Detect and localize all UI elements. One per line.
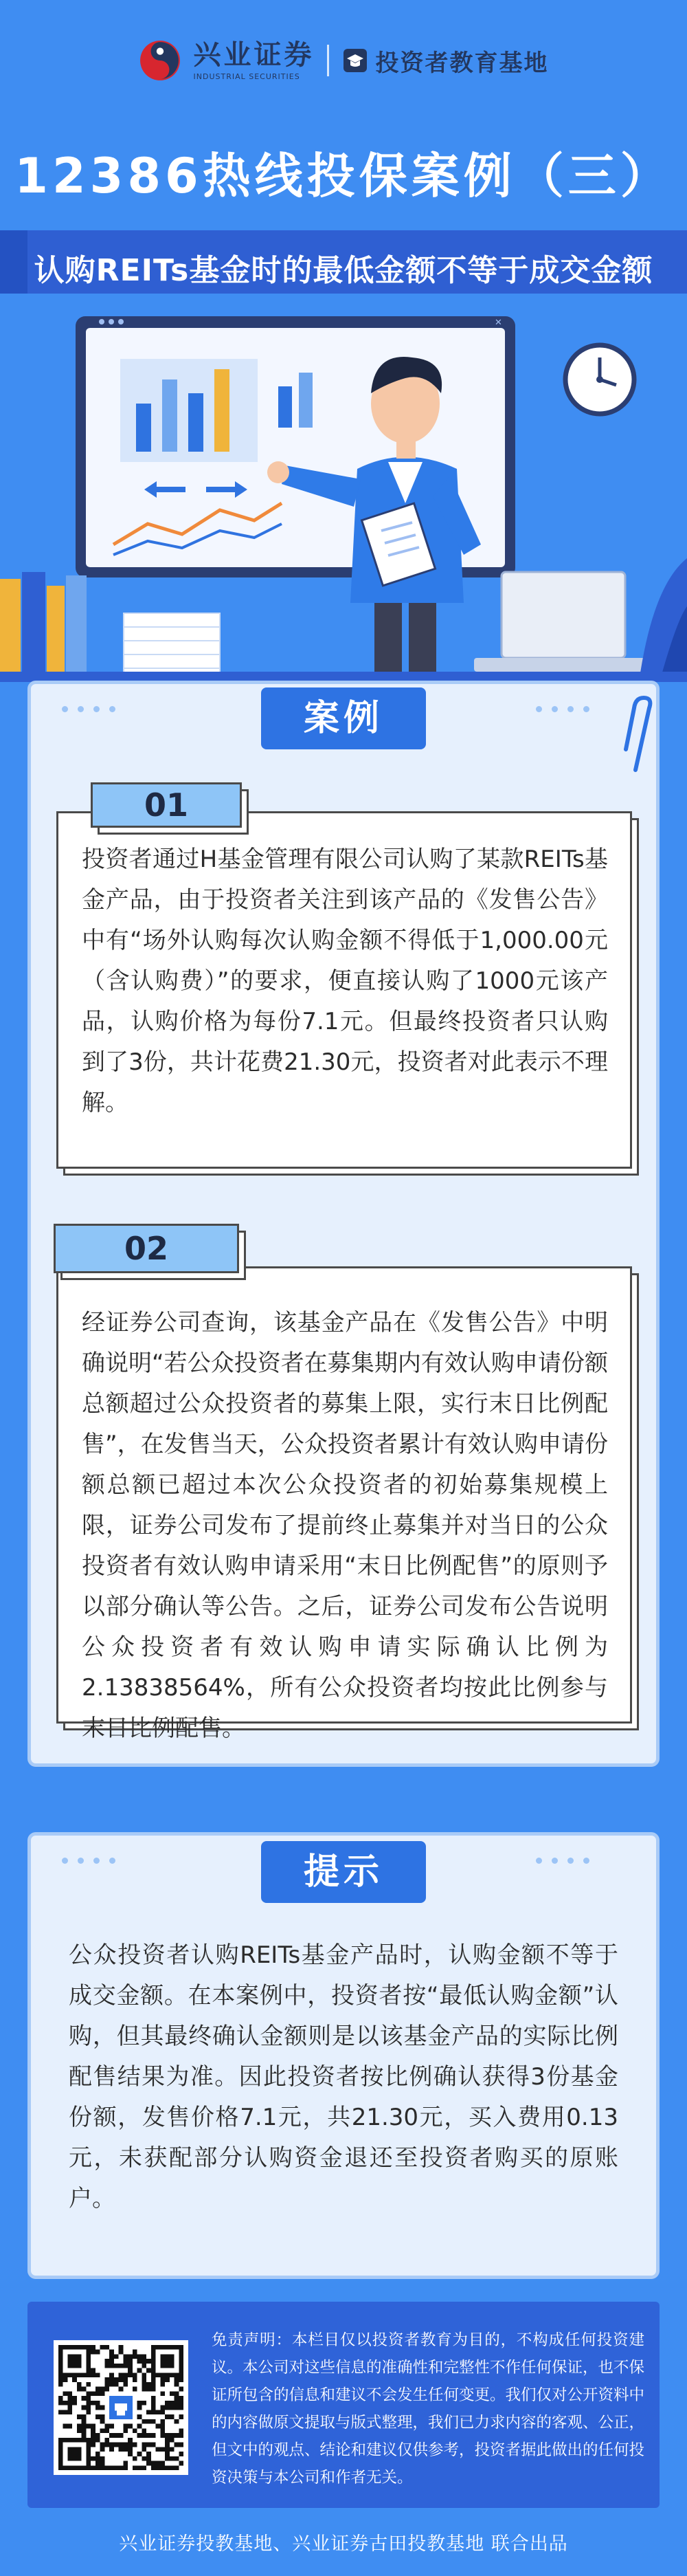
tip-text: 公众投资者认购REITs基金产品时，认购金额不等于成交金额。在本案例中，投资者按“最低认购金额”认购，但其最终确认金额则是以该基金产品的实际比例配售结果为准。因此投资者按比例确认获得3份基金份额，发售价格7.1元，共21.30元，买入费用0.13元，未获配部分认购资金退还至投资者购买的原账户。 [69, 1941, 618, 2212]
page-title: 12386热线投保案例（三） [14, 148, 673, 204]
disclaimer-text: 免责声明：本栏目仅以投资者教育为目的，不构成任何投资建议。本公司对这些信息的准确性和完整性不作任何保证，也不保证所包含的信息和建议不会发生任何变更。我们仅对公开资料中的内容做原文提取与版式整理，我们已力求内容的客观、公正，但文中的观点、结论和建议仅供参考，投资者据此做出的任何投资决策与本公司和作者无关。 [212, 2331, 645, 2487]
produced-by-line: 兴业证券投教基地、兴业证券古田投教基地 联合出品 [119, 2533, 568, 2555]
edu-base-text: 投资者教育基地 [375, 49, 549, 77]
case-heading: 案例 [261, 687, 426, 749]
industrial-securities-logo-icon [139, 39, 181, 82]
case-text-01: 投资者通过H基金管理有限公司认购了某款REITs基金产品，由于投资者关注到该产品的《发售公告》中有“场外认购每次认购金额不得低于1,000.00元（含认购费）”的要求，便直接认购了1000元该产品，认购价格为每份7.1元。但最终投资者只认购到了3份，共计花费21.30元，投资者对此表示不理解。 [82, 846, 608, 1116]
panel-dots [62, 706, 115, 712]
brand-text [193, 38, 315, 81]
tip-heading: 提示 [261, 1841, 426, 1903]
page-subtitle: 认购REITs基金时的最低金额不等于成交金额 [34, 253, 653, 288]
svg-text:✕: ✕ [495, 318, 502, 328]
presentation-illustration [0, 297, 687, 682]
investor-education-label [341, 44, 549, 78]
case-number-01: 01 [91, 782, 242, 828]
books-stack [0, 572, 87, 682]
brand-name-cn: 兴业证券 [193, 38, 315, 71]
brand-name-en: INDUSTRIAL SECURITIES [193, 71, 300, 81]
case-card-01 [56, 811, 632, 1169]
case-card-02 [56, 1266, 632, 1742]
qr-code-icon [54, 2340, 188, 2475]
clock-icon [565, 345, 634, 414]
header-logo-row [0, 33, 687, 88]
case-number-02: 02 [54, 1224, 239, 1273]
panel-dots [62, 1858, 115, 1864]
case-text-02: 经证券公司查询，该基金产品在《发售公告》中明确说明“若公众投资者在募集期内有效认购申请份额总额超过公众投资者的募集上限，实行末日比例配售”，在发售当天，公众投资者累计有效认购申请份额总额已超过本次公众投资者的初始募集规模上限，证券公司发布了提前终止募集并对当日的公众投资者有效认购申请采用“末日比例配售”的原则予以部分确认等公告。之后，证券公司发布公告说明公众投资者有效认购申请实际确认比例为2.13838564%，所有公众投资者均按此比例参与末日比例配售。 [82, 1309, 608, 1742]
graduation-cap-icon [341, 47, 369, 74]
panel-dots [536, 706, 589, 712]
paperclip-icon [622, 694, 663, 777]
header-divider [327, 45, 329, 76]
panel-dots [536, 1858, 589, 1864]
